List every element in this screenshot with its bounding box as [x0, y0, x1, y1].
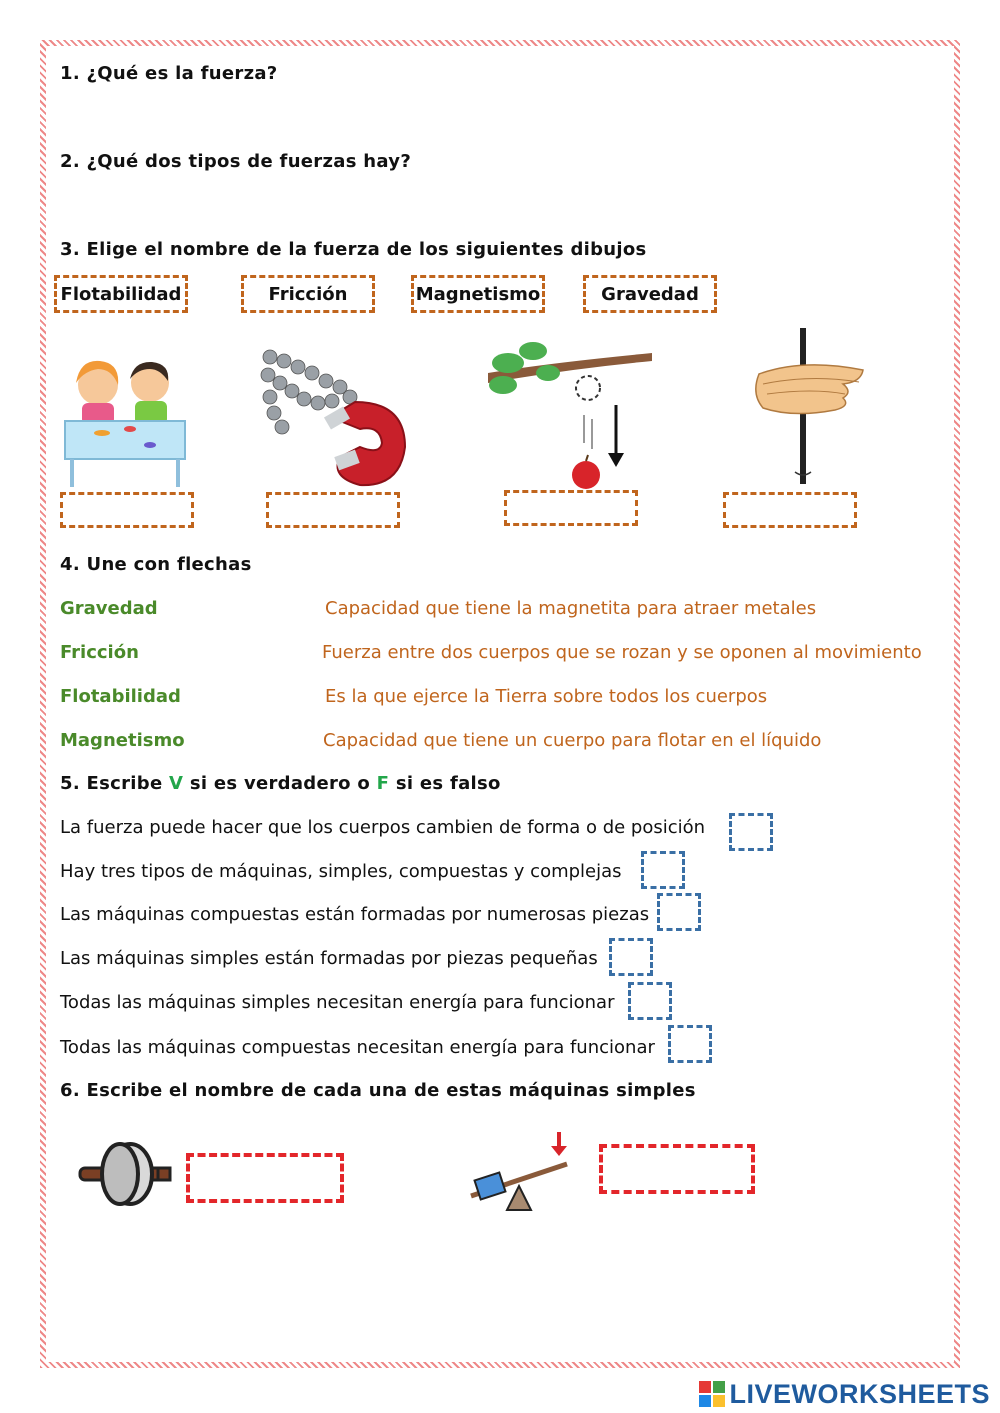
vf-box-3[interactable]	[657, 893, 701, 931]
liveworksheets-logo-icon	[699, 1381, 725, 1407]
match-left-friccion[interactable]: Fricción	[60, 642, 139, 663]
statement-3: Las máquinas compuestas están formadas por numerosas piezas	[60, 904, 650, 925]
f-letter: F	[376, 773, 390, 794]
lever-image	[467, 1118, 579, 1222]
question-2: 2. ¿Qué dos tipos de fuerzas hay?	[60, 151, 412, 172]
match-left-gravedad[interactable]: Gravedad	[60, 598, 158, 619]
option-friccion[interactable]: Fricción	[241, 275, 375, 313]
match-right-2[interactable]: Fuerza entre dos cuerpos que se rozan y se oponen al movimiento	[322, 642, 922, 663]
hands-rubbing-stick-image	[723, 322, 893, 492]
answer-box-picture-1[interactable]	[60, 492, 194, 528]
statement-1: La fuerza puede hacer que los cuerpos cambien de forma o de posición	[60, 817, 706, 838]
match-left-flotabilidad[interactable]: Flotabilidad	[60, 686, 181, 707]
falling-apple-image	[488, 333, 652, 493]
kids-water-tank-image	[60, 355, 190, 490]
question-1: 1. ¿Qué es la fuerza?	[60, 63, 278, 84]
question-4: 4. Une con flechas	[60, 554, 252, 575]
vf-box-5[interactable]	[628, 982, 672, 1020]
v-letter: V	[169, 773, 184, 794]
logo-text: LIVEWORKSHEETS	[729, 1378, 990, 1409]
vf-box-4[interactable]	[609, 938, 653, 976]
statement-6: Todas las máquinas compuestas necesitan energía para funcionar	[60, 1037, 655, 1058]
statement-2: Hay tres tipos de máquinas, simples, compuestas y complejas	[60, 861, 622, 882]
statement-4: Las máquinas simples están formadas por piezas pequeñas	[60, 948, 598, 969]
answer-box-machine-2[interactable]	[599, 1144, 755, 1194]
question-5: 5. Escribe V si es verdadero o F si es falso	[60, 773, 501, 794]
statement-5: Todas las máquinas simples necesitan energía para funcionar	[60, 992, 615, 1013]
vf-box-1[interactable]	[729, 813, 773, 851]
match-right-1[interactable]: Capacidad que tiene la magnetita para atraer metales	[325, 598, 817, 619]
match-left-magnetismo[interactable]: Magnetismo	[60, 730, 185, 751]
answer-box-picture-4[interactable]	[723, 492, 857, 528]
vf-box-2[interactable]	[641, 851, 685, 889]
question-3: 3. Elige el nombre de la fuerza de los siguientes dibujos	[60, 239, 647, 260]
answer-box-picture-2[interactable]	[266, 492, 400, 528]
option-gravedad[interactable]: Gravedad	[583, 275, 717, 313]
wheel-axle-image	[60, 1122, 180, 1222]
option-magnetismo[interactable]: Magnetismo	[411, 275, 545, 313]
answer-box-picture-3[interactable]	[504, 490, 638, 526]
vf-box-6[interactable]	[668, 1025, 712, 1063]
match-right-3[interactable]: Es la que ejerce la Tierra sobre todos los cuerpos	[325, 686, 768, 707]
answer-box-machine-1[interactable]	[186, 1153, 344, 1203]
question-6: 6. Escribe el nombre de cada una de estas máquinas simples	[60, 1080, 696, 1101]
match-right-4[interactable]: Capacidad que tiene un cuerpo para flotar en el líquido	[323, 730, 822, 751]
liveworksheets-logo	[699, 1379, 990, 1409]
magnet-balls-image	[260, 347, 410, 492]
option-flotabilidad[interactable]: Flotabilidad	[54, 275, 188, 313]
